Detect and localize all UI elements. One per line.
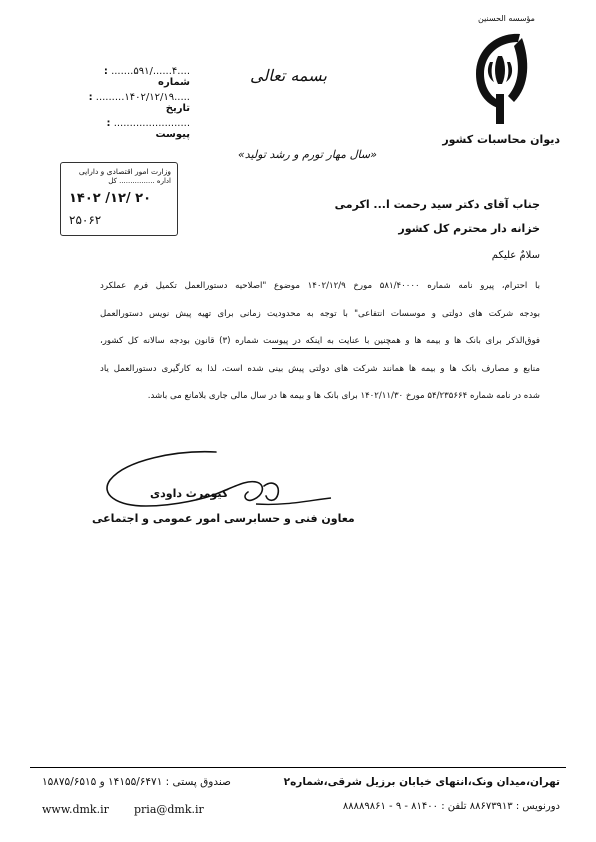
stamp-date: ۱۴۰۲ /۱۲/ ۲۰ — [69, 191, 152, 206]
letter-attachment-value: ........................ — [113, 118, 190, 129]
letter-number — [70, 66, 190, 88]
footer-divider — [30, 767, 566, 768]
letter-attachment — [70, 118, 190, 140]
underline-mark — [272, 348, 390, 349]
footer-website-link[interactable]: www.dmk.ir — [42, 803, 109, 816]
letter-date-value: .....۱۴۰۲/۱۲/۱۹......... — [95, 92, 190, 103]
received-stamp — [60, 162, 178, 236]
body-line: با احترام، پیرو نامه شماره ۵۸۱/۴۰۰۰۰ مورخ ۱۴۰۲/۱۲/۹ موضوع "اصلاحیه دستورالعمل تکمیل فرم عملکرد — [100, 281, 540, 291]
greeting: سلامٌ علیکم — [491, 250, 540, 261]
footer-po-box: صندوق پستی : ۱۴۱۵۵/۶۴۷۱ و ۱۵۸۷۵/۶۵۱۵ — [42, 776, 231, 788]
emblem-logo-icon — [468, 30, 532, 126]
footer-address: تهران،میدان ونک،انتهای خیابان برزیل شرقی،شماره۲ — [283, 776, 560, 788]
letter-date-label: : تاریخ — [88, 92, 190, 114]
recipient-name: جناب آقای دکتر سید رحمت ا... اکرمی — [334, 198, 540, 211]
letter-number-value: ....۴....../۵۹۱....... — [111, 66, 190, 77]
letter-attachment-label: : پیوست — [106, 118, 190, 140]
footer-fax-phone: دورنویس : ۸۸۶۷۳۹۱۳ تلفن : ۸۱۴۰۰ - ۹ - ۸۸۸۸۹۸۶۱ — [342, 801, 560, 812]
stamp-number: ۲۵۰۶۲ — [69, 213, 102, 227]
stamp-ministry: وزارت امور اقتصادی و دارایی — [78, 167, 171, 176]
body-line: بودجه شرکت های دولتی و موسسات انتفاعی" با توجه به محدودیت زمانی برای تهیه پیش نویس دستورالعمل — [100, 309, 540, 319]
year-slogan: «سال مهار تورم و رشد تولید» — [238, 148, 377, 161]
recipient-title: خزانه دار محترم کل کشور — [398, 222, 540, 235]
body-line: منابع و مصارف بانک ها و بیمه ها همانند شرکت های دولتی پیش بینی شده است، لذا به کارگیری دستورالعمل یاد — [100, 364, 540, 374]
organization-name: دیوان محاسبات کشور — [442, 133, 560, 146]
letter-number-label: : شماره — [103, 66, 190, 88]
signatory-name: کیومرث داودی — [150, 487, 229, 500]
signatory-title: معاون فنی و حسابرسی امور عمومی و اجتماعی — [92, 512, 355, 525]
letter-date — [70, 92, 190, 114]
logo-caption: مؤسسه الحسنین — [478, 14, 535, 23]
footer-email-link[interactable]: pria@dmk.ir — [134, 803, 204, 816]
body-line: فوق‌الذکر برای بانک ها و بیمه ها و همچنین با عنایت به اینکه در پیوست شماره (۳) قانون بودجه سالانه کل کشور، — [100, 336, 540, 346]
stamp-office: اداره ................ کل — [108, 177, 171, 185]
basmala: بسمه تعالی — [250, 66, 327, 85]
body-line: شده در نامه شماره ۵۴/۲۳۵۶۶۴ مورخ ۱۴۰۲/۱۱/۳۰ برای بانک ها و بیمه ها در سال مالی جاری بلامانع می باشد. — [147, 391, 540, 401]
